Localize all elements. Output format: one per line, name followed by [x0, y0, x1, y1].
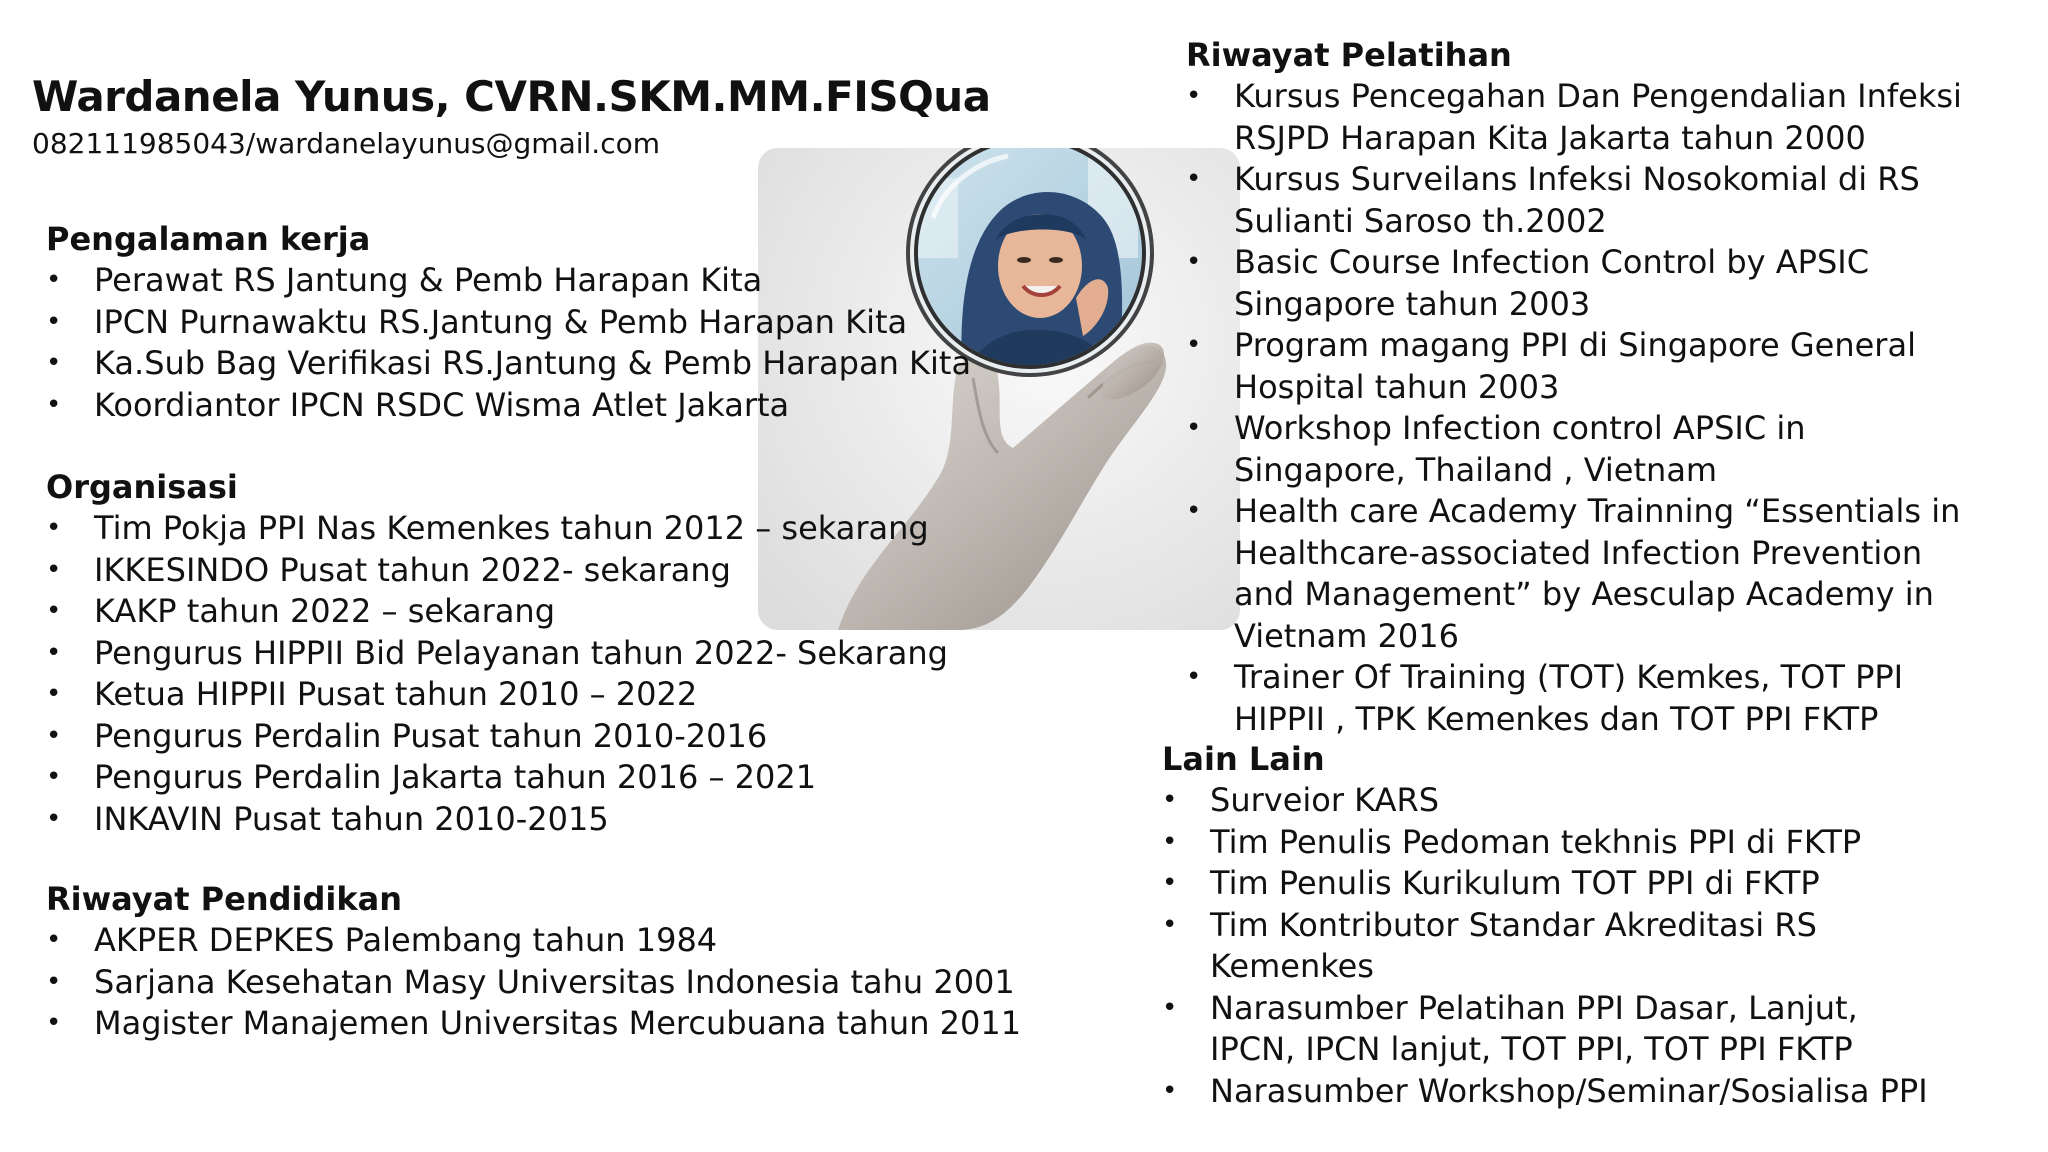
section-title: Pengalaman kerja	[46, 220, 371, 258]
list-item: • Sarjana Kesehatan Masy Universitas Indonesia tahu 2001	[46, 962, 1046, 1004]
list-item: • Kursus Pencegahan Dan Pengendalian Infeksi RSJPD Harapan Kita Jakarta tahun 2000	[1186, 76, 1966, 159]
section-other	[1162, 738, 1942, 1112]
list-item: • Trainer Of Training (TOT) Kemkes, TOT PPI HIPPII , TPK Kemenkes dan TOT PPI FKTP	[1186, 657, 1966, 740]
list-item: • Pengurus Perdalin Jakarta tahun 2016 – 2021	[46, 757, 946, 799]
list-item: • Tim Penulis Kurikulum TOT PPI di FKTP	[1162, 863, 1942, 905]
list-item: • IKKESINDO Pusat tahun 2022- sekarang	[46, 550, 946, 592]
list-item: • Tim Kontributor Standar Akreditasi RS Kemenkes	[1162, 905, 1942, 988]
bullet-list	[46, 260, 972, 426]
list-item: • KAKP tahun 2022 – sekarang	[46, 591, 946, 633]
section-work-experience	[46, 218, 972, 426]
bullet-list	[1162, 780, 1942, 1112]
list-item: • Magister Manajemen Universitas Mercubuana tahun 2011	[46, 1003, 1046, 1045]
list-item: • Basic Course Infection Control by APSIC Singapore tahun 2003	[1186, 242, 1966, 325]
section-title: Riwayat Pendidikan	[46, 880, 403, 918]
list-item: • Health care Academy Trainning “Essentials in Healthcare-associated Infection Prevention and Management” by Aesculap Academy in Vietnam 2016	[1186, 491, 1966, 657]
list-item: • Ketua HIPPII Pusat tahun 2010 – 2022	[46, 674, 946, 716]
list-item: • INKAVIN Pusat tahun 2010-2015	[46, 799, 946, 841]
section-training	[1186, 34, 1966, 740]
list-item: • Tim Penulis Pedoman tekhnis PPI di FKTP	[1162, 822, 1942, 864]
list-item: • Narasumber Workshop/Seminar/Sosialisa PPI	[1162, 1071, 1942, 1113]
list-item: • Kursus Surveilans Infeksi Nosokomial di RS Sulianti Saroso th.2002	[1186, 159, 1966, 242]
list-item: • IPCN Purnawaktu RS.Jantung & Pemb Harapan Kita	[46, 302, 946, 344]
bullet-list	[46, 920, 1046, 1045]
contact-info: 082111985043/wardanelayunus@gmail.com	[32, 127, 660, 160]
section-title: Riwayat Pelatihan	[1186, 36, 1512, 74]
section-education	[46, 878, 1046, 1045]
list-item: • Narasumber Pelatihan PPI Dasar, Lanjut, IPCN, IPCN lanjut, TOT PPI, TOT PPI FKTP	[1162, 988, 1942, 1071]
list-item: • Pengurus HIPPII Bid Pelayanan tahun 2022- Sekarang	[46, 633, 946, 675]
list-item: • Perawat RS Jantung & Pemb Harapan Kita	[46, 260, 946, 302]
list-item: • Tim Pokja PPI Nas Kemenkes tahun 2012 – sekarang	[46, 508, 946, 550]
section-title: Organisasi	[46, 468, 238, 506]
list-item: • Koordiantor IPCN RSDC Wisma Atlet Jakarta	[46, 385, 946, 427]
list-item: • Workshop Infection control APSIC in Singapore, Thailand , Vietnam	[1186, 408, 1966, 491]
list-item: • Pengurus Perdalin Pusat tahun 2010-2016	[46, 716, 946, 758]
section-title: Lain Lain	[1162, 740, 1325, 778]
bullet-list	[46, 508, 946, 840]
list-item: • AKPER DEPKES Palembang tahun 1984	[46, 920, 1046, 962]
person-name: Wardanela Yunus, CVRN.SKM.MM.FISQua	[32, 72, 991, 121]
list-item: • Surveior KARS	[1162, 780, 1942, 822]
bullet-list	[1186, 76, 1966, 740]
section-organization	[46, 466, 946, 840]
list-item: • Ka.Sub Bag Verifikasi RS.Jantung & Pemb Harapan Kita	[46, 343, 946, 385]
list-item: • Program magang PPI di Singapore General Hospital tahun 2003	[1186, 325, 1966, 408]
